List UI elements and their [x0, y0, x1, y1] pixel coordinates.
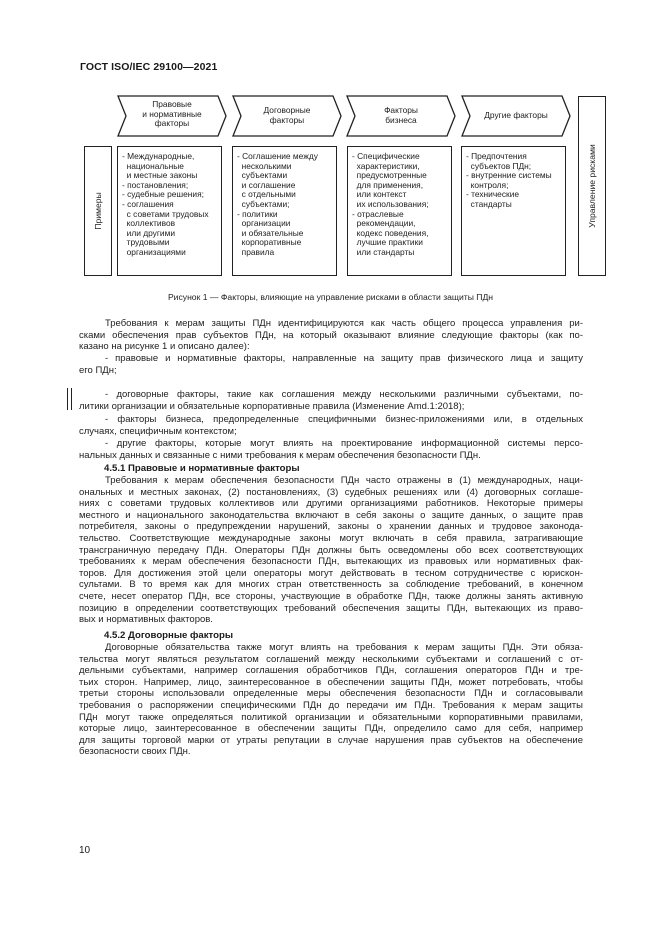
- figure-caption: Рисунок 1 — Факторы, влияющие на управление рисками в области защиты ПДн: [167, 292, 494, 302]
- text-line: для защиты торговой марки от утраты репутации в случае нарушения прав субъектов на обеспечение: [79, 734, 583, 746]
- factor-label-line: бизнеса: [385, 114, 417, 125]
- text-line: позицию в определении соответствующих требований обеспечения защиты ПДн, вытекающих из право-: [79, 602, 583, 614]
- list-item: - Специфические: [352, 151, 420, 161]
- text-line: Договорные обязательства также могут влиять на требования к мерам защиты ПДн. Эти обяза-: [105, 642, 583, 653]
- paragraph-4-5-1: [79, 475, 583, 626]
- factor-label-line: факторы: [269, 114, 305, 125]
- factor-label-line: и нормативные: [142, 108, 202, 119]
- text-line: литики организации и обязательные корпоративные правила (Изменение Amd.1:2018);: [79, 400, 465, 412]
- factor-label-other: [474, 111, 558, 121]
- list-item: их использования;: [352, 198, 429, 209]
- text-line: Требования к мерам защиты ПДн идентифицируются как часть общего процесса управления ри-: [105, 318, 583, 329]
- factor-label-line: Правовые: [152, 99, 192, 109]
- list-item: - Предпочтения: [466, 151, 527, 161]
- list-item: несколькими: [237, 160, 292, 171]
- text-line: ниях с советами трудовых коллективов или другими организациями работников. Некоторые примеры: [79, 498, 583, 510]
- text-line: вых и нормативных факторов.: [79, 614, 213, 626]
- bullet-business: [79, 414, 583, 437]
- text-line: Требования к мерам обеспечения безопасности ПДн часто отражены в (1) международных, наци-: [105, 475, 583, 486]
- list-item: - Соглашение между: [237, 151, 318, 161]
- list-item: - отраслевые: [352, 208, 404, 219]
- bullet-contract: [79, 389, 583, 412]
- list-item: коллективов: [122, 218, 176, 229]
- text-line: тельство. Соответствующие международные законы могут включать в себя правила, затрагивающие: [79, 532, 583, 544]
- text-line: случаях, специфичным контекстом;: [79, 425, 237, 437]
- factor-label-business: [359, 106, 443, 125]
- text-line: торов. Для достижения этой цели операторы могут действовать в тесном сотрудничестве с юрискон-: [79, 567, 583, 579]
- factor-label-contract: [245, 106, 329, 125]
- document-header: ГОСТ ISO/IEC 29100—2021: [80, 61, 218, 73]
- list-item: корпоративные: [237, 237, 302, 248]
- list-item: трудовыми: [122, 237, 170, 248]
- text-line: дельными субъектами, например соглашения обработчиков ПДн, соглашения операторов ПДн и тре-: [79, 665, 583, 677]
- text-line: трансграничную передачу ПДн. Операторы ПДн должны быть осведомлены обо всех соответствующих: [79, 544, 583, 556]
- examples-list-legal: [122, 152, 209, 258]
- factor-label-line: Другие факторы: [484, 110, 548, 120]
- list-item: для применения,: [352, 179, 424, 190]
- factor-label-line: Договорные: [263, 105, 311, 115]
- list-item: - внутренние системы: [466, 170, 552, 181]
- list-item: и местные законы: [122, 170, 198, 181]
- list-item: характеристики,: [352, 160, 420, 171]
- list-item: стандарты: [466, 198, 512, 209]
- text-line: сультами. В то время как для многих стран ответственность за соблюдение требований, в конечном: [79, 579, 583, 591]
- text-line: которые лицо, заинтересованное в обеспечении защиты ПДн, определило само для себя, например: [79, 723, 583, 735]
- list-item: - соглашения: [122, 198, 174, 209]
- text-line: третьи стороны использовали определенные меры обеспечения безопасности ПДн и согласовывали: [79, 688, 583, 700]
- text-line: требования о распоряжении специфическими ПДн до передачи им ПДн. Требования к мерам защиты: [79, 699, 583, 711]
- examples-list-other: [466, 152, 552, 210]
- paragraph-intro: [79, 318, 583, 353]
- list-item: - Международные,: [122, 151, 195, 161]
- risk-management-label: Управление рисками: [587, 144, 597, 228]
- examples-box-contract: [232, 146, 337, 276]
- list-item: и обязательные: [237, 227, 304, 238]
- list-item: рекомендации,: [352, 218, 416, 229]
- text-line: счете, несет оператор ПДн, все стороны, участвующие в обработке ПДн, также должны занять активную: [79, 590, 583, 602]
- list-item: организациями: [122, 246, 186, 257]
- list-item: предусмотренные: [352, 170, 427, 181]
- text-line: тьих сторон. Например, лицо, заинтересованное в обеспечении защиты ПДн, может потребовать, чтобы: [79, 676, 583, 688]
- list-item: - постановления;: [122, 179, 189, 190]
- section-heading-4-5-1: 4.5.1 Правовые и нормативные факторы: [104, 463, 300, 474]
- change-bar: [67, 388, 68, 410]
- list-item: субъектами: [237, 170, 288, 181]
- text-line: - факторы бизнеса, предопределенные специфичными бизнес-приложениями или, в отдельных: [105, 414, 583, 425]
- text-line: местного и национального законодательства включают в себя законы о защите данных, о защите прав: [79, 509, 583, 521]
- list-item: организации: [237, 218, 291, 229]
- text-line: - другие факторы, которые могут влиять на проектирование информационной системы персо-: [105, 438, 583, 449]
- list-item: кодекс поведения,: [352, 227, 429, 238]
- list-item: - технические: [466, 189, 520, 200]
- list-item: - политики: [237, 208, 278, 219]
- bullet-legal: [79, 353, 583, 376]
- factor-label-line: факторы: [154, 118, 190, 129]
- list-item: контроля;: [466, 179, 509, 190]
- list-item: субъектами;: [237, 198, 290, 209]
- text-line: его ПДн;: [79, 364, 117, 376]
- list-item: - судебные решения;: [122, 189, 204, 200]
- text-line: нальных данных и связанные с ними требования к мерам обеспечения безопасности ПДн.: [79, 449, 481, 461]
- list-item: правила: [237, 246, 275, 257]
- list-item: субъектов ПДн;: [466, 160, 532, 171]
- text-line: требованиях к мерам обеспечения безопасности ПДн, вытекающих из правовых или нормативных фак-: [79, 556, 583, 568]
- text-line: ПДн могут также определяться политикой организации и обязательными корпоративными правилами,: [79, 711, 583, 723]
- factor-label-legal: [130, 100, 214, 129]
- examples-box-legal: [117, 146, 222, 276]
- text-line: безопасности своих ПДн.: [79, 746, 191, 758]
- figure-risk-factors: [0, 0, 661, 300]
- risk-management-box: [578, 96, 606, 276]
- change-bar: [71, 388, 72, 410]
- text-line: - договорные факторы, такие как соглашения между несколькими различными субъектами, по-: [105, 389, 583, 400]
- examples-box-business: [347, 146, 452, 276]
- text-line: тельства могут являться результатом соглашений между несколькими субъектами и соглашений с от-: [79, 653, 583, 665]
- examples-label: Примеры: [93, 192, 103, 230]
- text-line: - правовые и нормативные факторы, направленные на защиту прав физического лица и защиту: [105, 353, 583, 364]
- list-item: или контекст: [352, 189, 407, 200]
- examples-box-other: [461, 146, 566, 276]
- section-heading-4-5-2: 4.5.2 Договорные факторы: [104, 630, 234, 641]
- examples-list-business: [352, 152, 429, 258]
- examples-list-contract: [237, 152, 318, 258]
- text-line: ональных и местных законах, (2) постановлениях, (3) судебных решениях или (4) договорных соглаше-: [79, 486, 583, 498]
- text-line: казано на рисунке 1 и описано далее):: [79, 341, 250, 353]
- list-item: или стандарты: [352, 246, 415, 257]
- paragraph-4-5-2: [79, 642, 583, 758]
- factor-label-line: Факторы: [384, 105, 418, 115]
- bullet-other: [79, 438, 583, 461]
- list-item: национальные: [122, 160, 184, 171]
- list-item: с отдельными: [237, 189, 296, 200]
- list-item: с советами трудовых: [122, 208, 209, 219]
- list-item: и соглашение: [237, 179, 296, 190]
- list-item: лучшие практики: [352, 237, 423, 248]
- text-line: потребителя, законы о предупреждении нарушений, законы о хранении данных и трудовое законода-: [79, 521, 583, 533]
- text-line: сками обеспечения прав субъектов ПДн, на который оказывают влияние следующие факторы (как по-: [79, 329, 583, 341]
- page-number: 10: [79, 845, 91, 856]
- list-item: или другими: [122, 227, 176, 238]
- examples-label-box: [84, 146, 112, 276]
